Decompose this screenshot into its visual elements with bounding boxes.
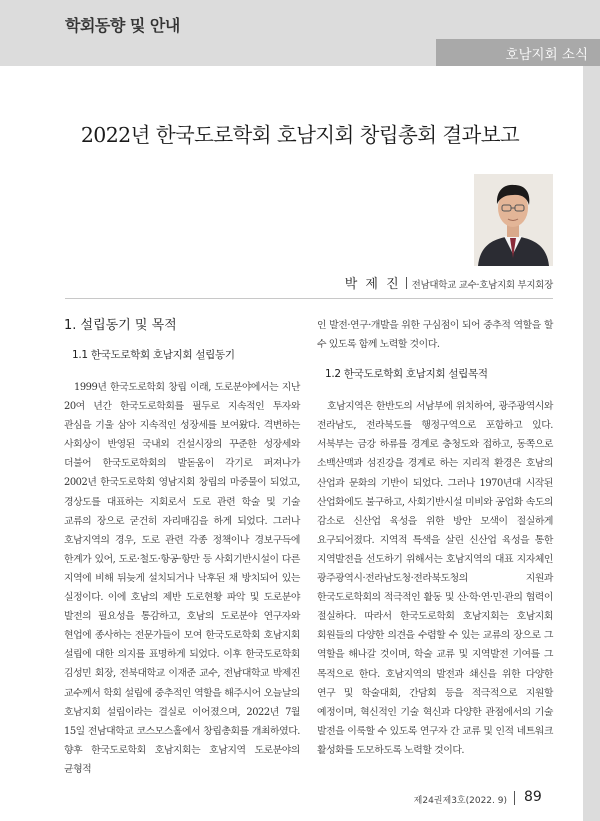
author-separator (406, 277, 407, 289)
subsection-heading: 1.2 한국도로학회 호남지회 설립목적 (325, 368, 488, 381)
right-column (317, 316, 553, 760)
issue-info: 제24권제3호(2022. 9) (413, 796, 507, 806)
article-title: 2022년 한국도로학회 호남지회 창립총회 결과보고 (80, 123, 520, 147)
body-paragraph: 호남지역은 한반도의 서남부에 위치하여, 광주광역시와 전라남도, 전라북도를 행정구역으로 포함하고 있다. 서북부는 금강 하류를 경계로 충청도와 접하고, 동쪽으로 소백산맥과 섬진강을 경계로 하는 지리적 환경은 호남의 산업과 문화의 기반이 되었다. 그러나 1970년대 시작된 산업화에도 불구하고, 사회기반시설 미비와 공업화 속도의 감소로 신산업 육성을 위한 방안 모색이 절실하게 요구되어졌다. 지역적 특색을 살린 신산업 육성을 통한 지역발전을 선도하기 위해서는 호남지역의 대표 지자체인 광주광역시·전라남도청·전라북도청의 지원과 한국도로학회의 적극적인 활동 및 산·학·연·민·관의 협력이 절실하다. 따라서 한국도로학회 호남지회는 호남지회 회원들의 다양한 의견을 수렴할 수 있는 교류의 장으로 그 역할을 해나갈 것이며, 학술 교류 및 지역발전 기여를 그 목적으로 한다. 호남지역의 발전과 쇄신을 위한 다양한 연구 및 학술대회, 간담회 등을 적극적으로 지원할 예정이며, 혁신적인 기술 혁신과 다양한 관점에서의 기술 발전을 이룩할 수 있도록 연구자 간 교류 및 인적 네트워크 활성화를 도모하도록 노력할 것이다. (317, 401, 553, 756)
footer-separator (514, 791, 515, 805)
body-paragraph-continued: 인 발전·연구·개발을 위한 구심점이 되어 중추적 역할을 할 수 있도록 함께 노력할 것이다. (317, 320, 553, 351)
author-portrait-icon (474, 174, 553, 266)
author-line (345, 273, 553, 292)
header-title: 학회동향 및 안내 (65, 16, 180, 35)
subsection-heading: 1.1 한국도로학회 호남지회 설립동기 (72, 349, 235, 361)
section-tab-label: 호남지회 소식 (505, 47, 588, 63)
left-column (64, 316, 300, 779)
section-heading: 1. 설립동기 및 목적 (64, 318, 177, 333)
right-margin-bar (583, 66, 600, 821)
author-divider (65, 298, 553, 299)
section-tab (436, 39, 600, 66)
body-paragraph: 1999년 한국도로학회 창립 이래, 도로분야에서는 지난 20여 년간 한국도로학회를 필두로 지속적인 투자와 관심을 기울 삼아 지속적인 성장세를 보여왔다. 격변하는 사회상이 반영된 국내외 건설시장의 꾸준한 성장세와 더불어 한국도로학회의 발돋움이 각기로 퍼져나가 2002년 한국도로학회 영남지회 창립의 마중물이 되었고, 경상도를 대표하는 지회로서 도로 관련 학술 및 기술 교류의 장으로 굳건히 자리매김을 하게 되었다. 그러나 호남지역의 경우, 도로 관련 각종 정책이나 경보구득에 한계가 있어, 도로·철도·항공·항만 등 사회기반시설이 다른 지역에 비해 뒤늦게 설치되거나 낙후된 채 방치되어 있는 실정이다. 이에 호남의 제반 도로현황 파악 및 도로분야 발전의 필요성을 통감하고, 호남의 도로분야 연구자와 현업에 종사하는 전문가들이 모여 한국도로학회 호남지회 설립에 대한 의지를 표명하게 되었다. 이후 한국도로학회 김성민 회장, 전북대학교 이재준 교수, 전남대학교 박제진 교수께서 학회 설립에 중추적인 역할을 해주시어 오늘날의 호남지회 설립이라는 결실로 이어졌으며, 2022년 7월 15일 전남대학교 코스모스홀에서 창립총회를 개최하였다. 향후 한국도로학회 호남지회는 호남지역 도로분야의 균형적 (64, 382, 300, 775)
author-name: 박 제 진 (344, 277, 401, 292)
author-photo (474, 174, 553, 266)
page-number: 89 (524, 789, 542, 805)
author-affiliation: 전남대학교 교수·호남지회 부지회장 (411, 280, 553, 291)
